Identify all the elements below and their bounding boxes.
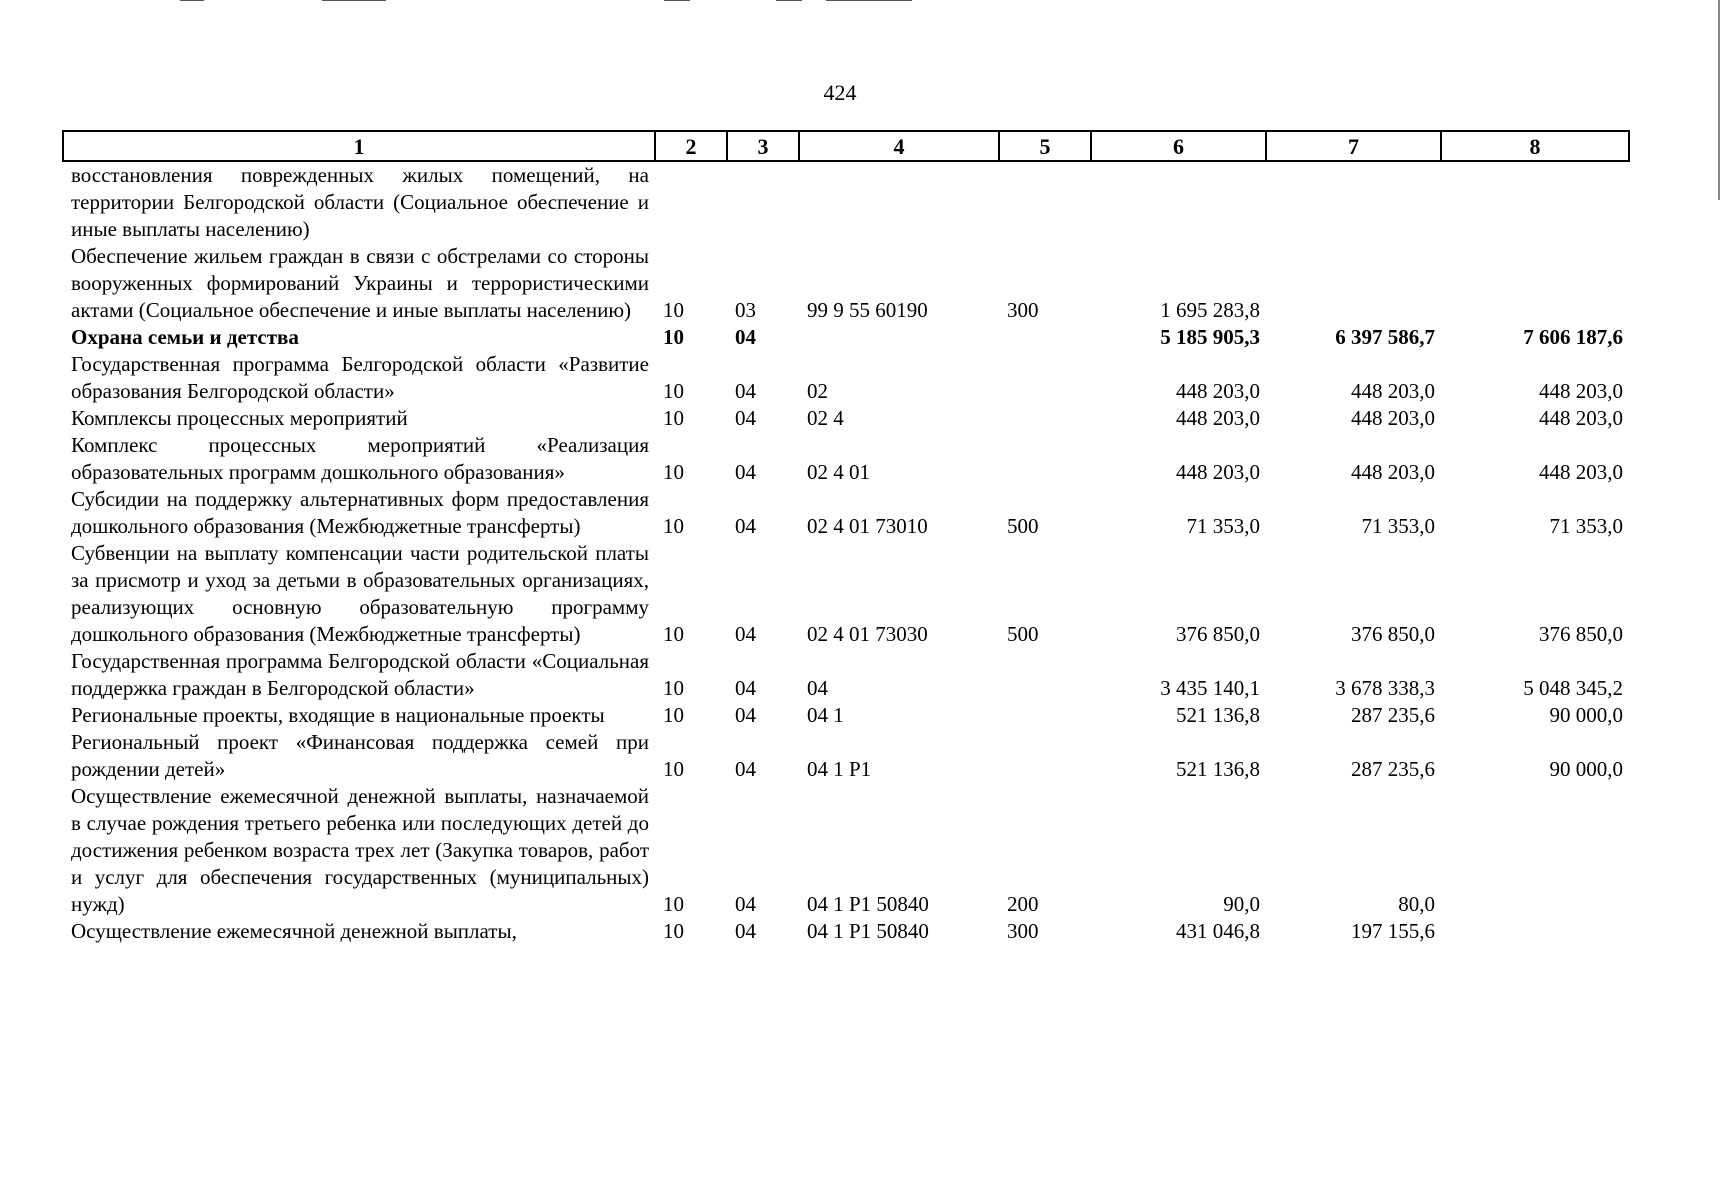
column-header-6: 6: [1091, 131, 1266, 161]
section-code: [655, 161, 727, 243]
amount-col-8: 376 850,0: [1539, 622, 1623, 646]
amount-col-6: [1091, 161, 1266, 243]
amount-col-6: 71 353,0: [1186, 514, 1260, 538]
amount-col-8: 7 606 187,6: [1523, 325, 1623, 349]
target-article-code: 02: [807, 379, 828, 403]
section-code: 10: [663, 919, 684, 943]
target-article-code: 04: [807, 676, 828, 700]
row-description: Комплексы процессных мероприятий: [71, 406, 408, 430]
amount-col-6: 521 136,8: [1176, 703, 1260, 727]
amount-col-7: 80,0: [1398, 892, 1435, 916]
page-number: 424: [823, 80, 857, 105]
scan-artifact-line: [322, 0, 386, 1]
scan-artifact-line: [776, 0, 802, 1]
target-article-code: 04 1: [807, 703, 844, 727]
row-description: Региональные проекты, входящие в национальные проекты: [71, 703, 605, 727]
amount-col-6: 376 850,0: [1176, 622, 1260, 646]
amount-col-7: 448 203,0: [1351, 460, 1435, 484]
table-row: [63, 648, 1629, 702]
subsection-code: 04: [735, 757, 756, 781]
amount-col-8: [1441, 243, 1629, 324]
amount-col-6: 448 203,0: [1176, 460, 1260, 484]
amount-col-7: 71 353,0: [1361, 514, 1435, 538]
amount-col-8: 448 203,0: [1539, 379, 1623, 403]
amount-col-7: 376 850,0: [1351, 622, 1435, 646]
subsection-code: 04: [735, 676, 756, 700]
subsection-code: 04: [735, 892, 756, 916]
row-description: Комплекс процессных мероприятий «Реализация образовательных программ дошкольного образования»: [71, 433, 649, 484]
amount-col-8: [1441, 161, 1629, 243]
subsection-code: 04: [735, 622, 756, 646]
amount-col-8: [1441, 918, 1629, 945]
section-code: 10: [663, 514, 684, 538]
amount-col-7: 448 203,0: [1351, 379, 1435, 403]
amount-col-8: 448 203,0: [1539, 460, 1623, 484]
target-article-code: 99 9 55 60190: [807, 298, 928, 322]
column-header-8: 8: [1441, 131, 1629, 161]
section-code: 10: [663, 460, 684, 484]
target-article-code: [799, 161, 999, 243]
table-row: [63, 702, 1629, 729]
subsection-code: 04: [735, 703, 756, 727]
section-code: 10: [663, 406, 684, 430]
expense-type-code: [999, 648, 1091, 702]
row-description: Обеспечение жильем граждан в связи с обстрелами со стороны вооруженных формирований Украины и террористическими актами (Социальное обеспечение и иные выплаты населению): [71, 244, 649, 322]
expense-type-code: [999, 432, 1091, 486]
section-code: 10: [663, 703, 684, 727]
scan-artifact-line: [664, 0, 690, 1]
column-header-5: 5: [999, 131, 1091, 161]
column-header-1: 1: [63, 131, 655, 161]
expense-type-code: [999, 351, 1091, 405]
section-code: 10: [663, 298, 684, 322]
target-article-code: 02 4 01 73010: [807, 514, 928, 538]
row-description: Осуществление ежемесячной денежной выплаты, назначаемой в случае рождения третьего ребенка или последующих детей до достижения ребенком возраста трех лет (Закупка товаров, работ и услуг для обеспечения государственных (муниципальных) нужд): [71, 784, 649, 916]
subsection-code: 03: [735, 298, 756, 322]
section-code: 10: [663, 676, 684, 700]
table-row: [63, 486, 1629, 540]
amount-col-6: 448 203,0: [1176, 406, 1260, 430]
amount-col-6: 431 046,8: [1176, 919, 1260, 943]
table-row: [63, 432, 1629, 486]
expense-type-code: [999, 702, 1091, 729]
table-row: [63, 540, 1629, 648]
row-description: Государственная программа Белгородской области «Социальная поддержка граждан в Белгородской области»: [71, 649, 649, 700]
target-article-code: 04 1 P1: [807, 757, 872, 781]
scan-artifact-line: [180, 0, 204, 1]
amount-col-8: 90 000,0: [1549, 703, 1623, 727]
amount-col-8: [1441, 783, 1629, 918]
target-article-code: [799, 324, 999, 351]
section-code: 10: [663, 379, 684, 403]
amount-col-8: 71 353,0: [1549, 514, 1623, 538]
amount-col-7: 448 203,0: [1351, 406, 1435, 430]
subsection-code: 04: [735, 514, 756, 538]
section-code: 10: [663, 622, 684, 646]
budget-table: [62, 130, 1630, 945]
amount-col-7: 6 397 586,7: [1335, 325, 1435, 349]
amount-col-6: 521 136,8: [1176, 757, 1260, 781]
amount-col-6: 1 695 283,8: [1160, 298, 1260, 322]
row-description: Субвенции на выплату компенсации части родительской платы за присмотр и уход за детьми в образовательных организациях, реализующих основную образовательную программу дошкольного образования (Межбюджетные трансферты): [71, 541, 649, 646]
subsection-code: 04: [735, 379, 756, 403]
table-row: [63, 351, 1629, 405]
scan-artifact-line: [826, 0, 912, 1]
expense-type-code: [999, 729, 1091, 783]
subsection-code: 04: [735, 460, 756, 484]
target-article-code: 04 1 P1 50840: [807, 892, 929, 916]
amount-col-6: 448 203,0: [1176, 379, 1260, 403]
target-article-code: 02 4 01: [807, 460, 870, 484]
table-row: [63, 405, 1629, 432]
amount-col-8: 90 000,0: [1549, 757, 1623, 781]
section-code: 10: [663, 892, 684, 916]
table-row: [63, 161, 1629, 243]
column-header-4: 4: [799, 131, 999, 161]
subsection-code: 04: [735, 325, 756, 349]
row-description: Осуществление ежемесячной денежной выплаты,: [71, 919, 517, 943]
expense-type-code: [999, 161, 1091, 243]
table-row: [63, 243, 1629, 324]
target-article-code: 02 4 01 73030: [807, 622, 928, 646]
amount-col-7: [1266, 161, 1441, 243]
amount-col-6: 90,0: [1223, 892, 1260, 916]
table-row: [63, 729, 1629, 783]
target-article-code: 04 1 P1 50840: [807, 919, 929, 943]
amount-col-8: 448 203,0: [1539, 406, 1623, 430]
expense-type-code: [999, 324, 1091, 351]
section-code: 10: [663, 325, 684, 349]
subsection-code: 04: [735, 919, 756, 943]
amount-col-7: 197 155,6: [1351, 919, 1435, 943]
table-row: [63, 783, 1629, 918]
expense-type-code: 300: [1007, 298, 1039, 322]
amount-col-7: 287 235,6: [1351, 703, 1435, 727]
column-header-7: 7: [1266, 131, 1441, 161]
table-row-section-total: [63, 324, 1629, 351]
target-article-code: 02 4: [807, 406, 844, 430]
section-code: 10: [663, 757, 684, 781]
amount-col-8: 5 048 345,2: [1523, 676, 1623, 700]
column-header-2: 2: [655, 131, 727, 161]
row-description: Субсидии на поддержку альтернативных форм предоставления дошкольного образования (Межбюджетные трансферты): [71, 487, 649, 538]
subsection-code: [727, 161, 799, 243]
table-header-row: [63, 131, 1629, 161]
row-description: Региональный проект «Финансовая поддержка семей при рождении детей»: [71, 730, 649, 781]
amount-col-6: 5 185 905,3: [1160, 325, 1260, 349]
expense-type-code: [999, 405, 1091, 432]
expense-type-code: 300: [1007, 919, 1039, 943]
amount-col-7: 287 235,6: [1351, 757, 1435, 781]
amount-col-6: 3 435 140,1: [1160, 676, 1260, 700]
amount-col-7: [1266, 243, 1441, 324]
table-row: [63, 918, 1629, 945]
expense-type-code: 500: [1007, 514, 1039, 538]
column-header-3: 3: [727, 131, 799, 161]
subsection-code: 04: [735, 406, 756, 430]
row-description: Государственная программа Белгородской области «Развитие образования Белгородской области»: [71, 352, 649, 403]
expense-type-code: 200: [1007, 892, 1039, 916]
amount-col-7: 3 678 338,3: [1335, 676, 1435, 700]
row-description: восстановления поврежденных жилых помещений, на территории Белгородской области (Социальное обеспечение и иные выплаты населению): [71, 163, 649, 241]
row-description: Охрана семьи и детства: [71, 325, 299, 349]
expense-type-code: 500: [1007, 622, 1039, 646]
